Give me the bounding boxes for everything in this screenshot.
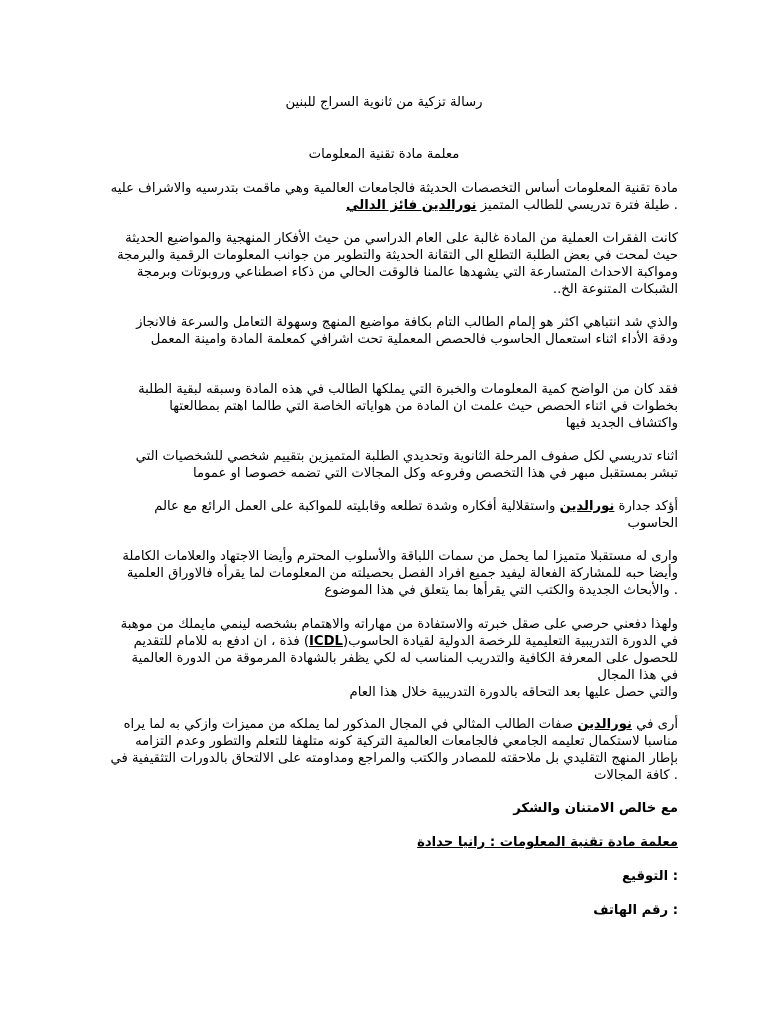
phone-label: : رقم الهاتف	[593, 903, 678, 918]
closing-thanks: مع خالص الامتنان والشكر	[513, 801, 678, 816]
p3-line-2: ودقة الأداء اثناء استعمال الحاسوب فالحصص المعملية تحت اشرافي كمعلمة المادة وامينة المعمل	[150, 332, 678, 347]
p6-line-1	[154, 498, 678, 515]
signature-label: : التوقيع	[621, 869, 678, 884]
p4-line-2: بخطوات في اثناء الحصص حيث علمت ان المادة من هواياته الخاصة التي طالما اهتم بمطالعتها	[169, 399, 678, 414]
student-name-2: نورالدين	[577, 717, 632, 732]
p2-line-4: الشبكات المتنوعة الخ..	[552, 282, 678, 297]
p8-line-1: ولهذا دفعني حرصي على صقل خبرته والاستفادة من مهاراته والاهتمام بشخصه لينمي مايملك من موهبة	[120, 617, 678, 632]
p3-line-1: والذي شد انتباهي اكثر هو إلمام الطالب التام بكافة مواضيع المنهج وسهولة التعامل والسرعة فالانجاز	[136, 315, 678, 330]
p9-line-4: . كافة المجالات	[593, 768, 678, 783]
p7-line-1: وارى له مستقبلا متميزا لما يحمل من سمات اللباقة والأسلوب المحترم وأيضا الاجتهاد والعلامات الكاملة	[122, 549, 678, 564]
p2-line-1: كانت الفقرات العملية من المادة غالبة على العام الدراسي من حيث الأفكار المنهجية والمواضيع الحديثة	[125, 231, 678, 246]
p9-line-3: بإطار المنهج التقليدي بل ملاحقته للمصادر والكتب والمراجع ومداومته على الالتحاق بالدورات التثقيفية في	[110, 751, 678, 766]
p8-line-3: للحصول على المعرفة الكافية والتدريب المناسب له لكي يظفر بالشهادة المرموقة من الدورة العالمية	[131, 651, 678, 666]
p7-line-3: . والأبحاث الجديدة والكتب التي يقرأها بما يتعلق في هذا الموضوع	[324, 583, 678, 598]
p8-line-4: في هذا المجال	[597, 668, 678, 683]
p1-line-2-text: . طيلة فترة تدريسي للطالب المتميز	[480, 198, 678, 213]
p2-line-2: حيث لمحت في بعض الطلبة التطلع الى التقانة الحديثة والتطوير من جوانب المعلومات الرقمية والبرمجة	[117, 248, 678, 263]
p1-line-1: مادة تقنية المعلومات أساس التخصصات الحديثة فالجامعات العالمية وهي ماقمت بتدرسيه والاشراف عليه	[110, 181, 678, 196]
teacher-signoff: معلمة مادة تقنية المعلومات : رانيا حدادة	[417, 835, 678, 850]
p2-line-3: ومواكبة الاحداث المتسارعة التي يشهدها عالمنا فالوقت الحالي من ذكاء اصطناعي وروبوتات وبرمجة	[136, 265, 678, 280]
student-full-name: نورالدين فائز الدالي	[345, 198, 477, 213]
p8-line-5: والتي حصل عليها بعد التحاقه بالدورة التدريبية خلال هذا العام	[349, 685, 678, 700]
letter-subtitle: معلمة مادة تقنية المعلومات	[308, 147, 460, 162]
p7-line-2: وأيضا حبه للمشاركة الفعالة ليفيد جميع افراد الفصل بحصيلته من المعلومات لما يقرأه فالاوراق العلمية	[126, 566, 678, 581]
p8-text-c: ) فذة ، ان ادفع به للامام للتقديم	[133, 634, 310, 649]
p6-text-a: أؤكد جدارة	[618, 499, 678, 514]
p9-line-1	[124, 716, 678, 733]
p9-line-2: مناسبا لاستكمال تعليمه الجامعي فالجامعات العالمية التركية كونه متلهفا للتعلم والتطور وعدم التزامه	[135, 734, 678, 749]
p4-line-1: فقد كان من الواضح كمية المعلومات والخبرة التي يملكها الطالب في هذه المادة وسبقه لبقية الطلبة	[138, 382, 678, 397]
letter-title: رسالة تزكية من ثانوية السراج للبنين	[285, 95, 483, 110]
p4-line-3: واكتشاف الجديد فيها	[565, 416, 678, 431]
p6-line-2: الحاسوب	[627, 516, 678, 531]
p8-text-a: في الدورة التدريبية التعليمية للرخصة الدولية لقيادة الحاسوب(	[342, 634, 678, 649]
p1-line-2	[346, 197, 678, 214]
p5-line-2: تبشر بمستقبل مبهر في هذا التخصص وفروعه وكل المجالات التي تضمه خصوصا او عموما	[192, 466, 678, 481]
p6-text-c: واستقلالية أفكاره وشدة تطلعه وقابليته للمواكبة على العمل الرائع مع عالم	[154, 499, 556, 514]
p5-line-1: اثناء تدريسي لكل صفوف المرحلة الثانوية وتحديدي الطلبة المتميزين بتقييم شخصي للشخصيات التي	[135, 449, 678, 464]
icdl-label: ICDL	[309, 634, 343, 649]
p8-line-2	[134, 633, 678, 650]
student-name: نورالدين	[559, 499, 615, 514]
p9-text-a: أرى في	[636, 717, 678, 732]
p9-text-c: صفات الطالب المثالي في المجال المذكور لما يملكه من مميزات وازكي به لما يراه	[123, 717, 574, 732]
